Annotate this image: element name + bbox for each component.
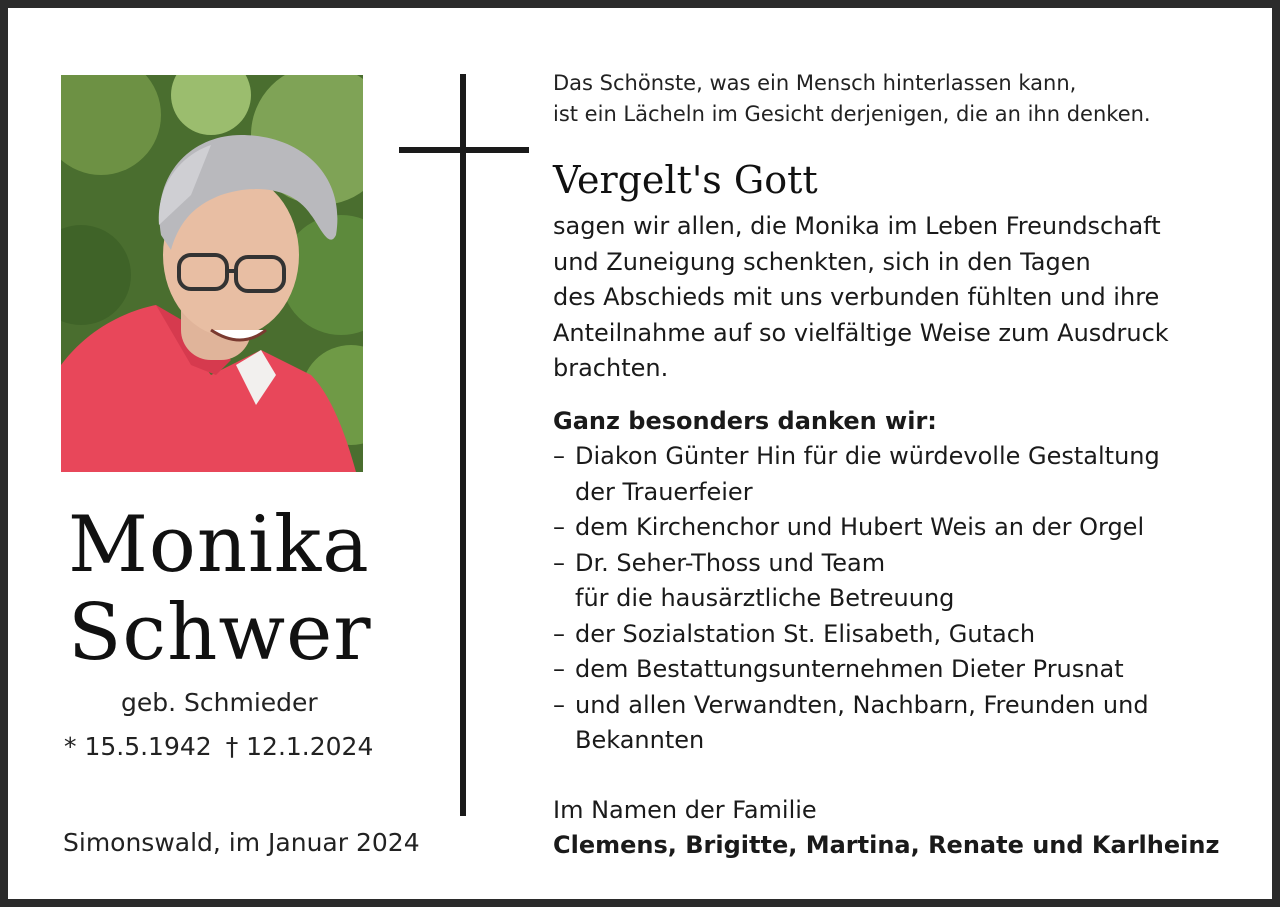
list-item [553,510,1243,546]
birth-name: geb. Schmieder [121,688,318,717]
list-item-line: Bekannten [575,726,705,754]
list-item-line: der Sozialstation St. Elisabeth, Gutach [575,619,1036,648]
list-item [553,652,1243,688]
quote-line: Das Schönste, was ein Mensch hinterlassen kann, [553,71,1077,95]
dash-bullet: – [553,513,565,541]
list-item-line: dem Kirchenchor und Hubert Weis an der Orgel [575,513,1145,541]
thanks-heading: Vergelt's Gott [553,158,818,202]
thanks-line: Anteilnahme auf so vielfältige Weise zum Ausdruck [553,318,1169,347]
death-date: † 12.1.2024 [225,732,374,761]
list-item-line: und allen Verwandten, Nachbarn, Freunden und [575,690,1149,719]
list-item-line: Dr. Seher-Thoss und Team [575,548,886,577]
life-dates [64,732,373,761]
thanks-line: des Abschieds mit uns verbunden fühlten und ihre [553,283,1160,312]
dash-bullet: – [553,442,565,470]
dash-bullet: – [553,619,565,648]
family-label: Im Namen der Familie [553,796,817,824]
quote [553,68,1243,130]
thanks-text [553,209,1243,387]
last-name: Schwer [68,588,372,678]
list-item-line: der Trauerfeier [575,477,753,506]
cross-icon [460,74,466,816]
thanks-line: brachten. [553,354,669,383]
list-item-line: für die hausärztliche Betreuung [575,584,955,612]
list-item [553,439,1243,510]
dash-bullet: – [553,548,565,577]
birth-date: * 15.5.1942 [64,732,212,761]
special-thanks-heading: Ganz besonders danken wir: [553,407,937,435]
list-item-line: Diakon Günter Hin für die würdevolle Gestaltung [575,442,1160,470]
dash-bullet: – [553,690,565,719]
list-item-line: dem Bestattungsunternehmen Dieter Prusnat [575,655,1124,683]
special-thanks-list [553,439,1243,759]
thanks-line: sagen wir allen, die Monika im Leben Freundschaft [553,212,1161,240]
quote-line: ist ein Lächeln im Gesicht derjenigen, die an ihn denken. [553,102,1151,126]
list-item [553,546,1243,617]
cross-icon-bar [399,147,529,153]
family-names: Clemens, Brigitte, Martina, Renate und Karlheinz [553,831,1220,859]
portrait-photo [61,75,363,472]
list-item [553,688,1243,759]
thanks-line: und Zuneigung schenkten, sich in den Tagen [553,247,1091,276]
dash-bullet: – [553,655,565,683]
first-name: Monika [68,500,370,590]
list-item [553,617,1243,653]
place-and-date: Simonswald, im Januar 2024 [63,828,420,857]
